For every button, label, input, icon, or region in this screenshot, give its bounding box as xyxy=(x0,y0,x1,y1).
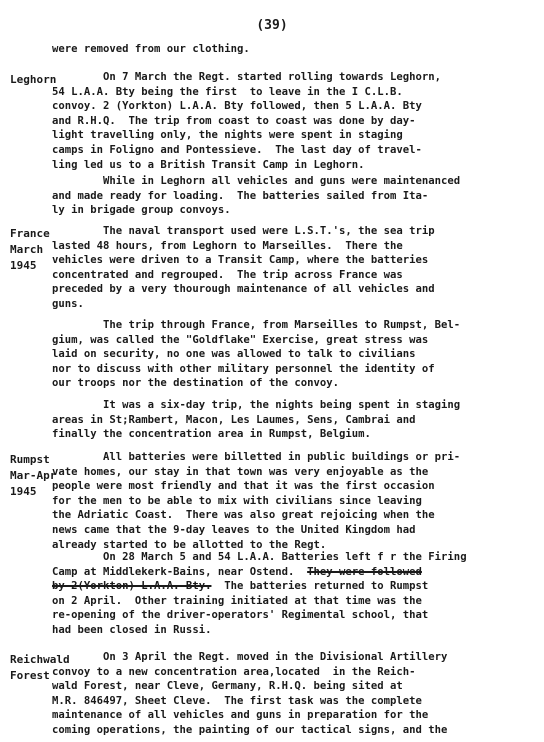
paragraph-reichwald: On 3 April the Regt. moved in the Divisional Artillery convoy to a new concentration area,located in the Reich- wald Forest, near Cleve, Germany, R.H.Q. being sited at M.R. 846497, Sheet Cleve. The first task was the complete maintenance of all vehicles and guns in preparation for the coming operations, the painting of our tactical signs, and the xyxy=(52,651,448,736)
paragraph-firing-camp xyxy=(52,550,528,638)
margin-note-reichwald: Reichwald Forest xyxy=(10,653,70,682)
paragraph-clothing: were removed from our clothing. xyxy=(52,43,250,55)
paragraph-billets: All batteries were billetted in public buildings or pri- vate homes, our stay in that town was very enjoyable as the people were most friendly and that it was the first occasion for the men to be able to mix with civilians since leaving the Adriatic Coast. There was also great rejoicing when the news came that the 9-day leaves to the United Kingdom had already started to be allotted to the Regt. xyxy=(52,451,461,551)
struck-text-1: They were followed xyxy=(307,565,422,578)
paragraph-six-day-trip: It was a six-day trip, the nights being spent in staging areas in St;Rambert, Macon, Les Laumes, Sens, Cambrai and finally the concentration area in Rumpst, Belgium. xyxy=(52,399,461,441)
paragraph-leghorn-trip: On 7 March the Regt. started rolling towards Leghorn, 54 L.A.A. Bty being the first to leave in the I C.L.B. convoy. 2 (Yorkton) L.A.A. Bty followed, then 5 L.A.A. Bty and R.H.Q. The trip from coast to coast was done by day- light travelling only, the nights were spent in staging camps in Foligno and Pontessieve. The last day of travel- ling led us to a British Transit Camp in Leghorn. xyxy=(52,71,442,171)
paragraph-leghorn-maintenance: While in Leghorn all vehicles and guns were maintenanced and made ready for loading. The batteries sailed from Ita- ly in brigade group convoys. xyxy=(52,175,461,217)
margin-note-france: France March 1945 xyxy=(10,227,50,272)
margin-note-leghorn: Leghorn xyxy=(10,73,57,86)
margin-note-rumpst: Rumpst Mar-Apr 1945 xyxy=(10,453,57,498)
paragraph-naval-transport: The naval transport used were L.S.T.'s, the sea trip lasted 48 hours, from Leghorn to Marseilles. There the vehicles were driven to a Transit Camp, where the batteries concentrated and regrouped. The trip across France was preceded by a very thourough maintenance of all vehicles and guns. xyxy=(52,225,435,310)
page-number: (39) xyxy=(256,18,288,33)
firing-camp-text-a: On 28 March 5 and 54 L.A.A. Batteries left f r the Firing Camp at Middlekerk-Bains, near Ostend. xyxy=(52,551,467,578)
struck-text-2: by 2(Yorkton) L.A.A. Bty. xyxy=(52,580,212,593)
firing-camp-text-b: The batteries returned to Rumpst on 2 April. Other training initiated at that time was the re-opening of the driver-operators' Regimental school, that had been closed in Russi. xyxy=(52,580,429,636)
paragraph-goldflake: The trip through France, from Marseilles to Rumpst, Bel- gium, was called the "Goldflake" Exercise, great stress was laid on security, no one was allowed to talk to civilians nor to discuss with other military personnel the identity of our troops nor the destination of the convoy. xyxy=(52,319,461,390)
